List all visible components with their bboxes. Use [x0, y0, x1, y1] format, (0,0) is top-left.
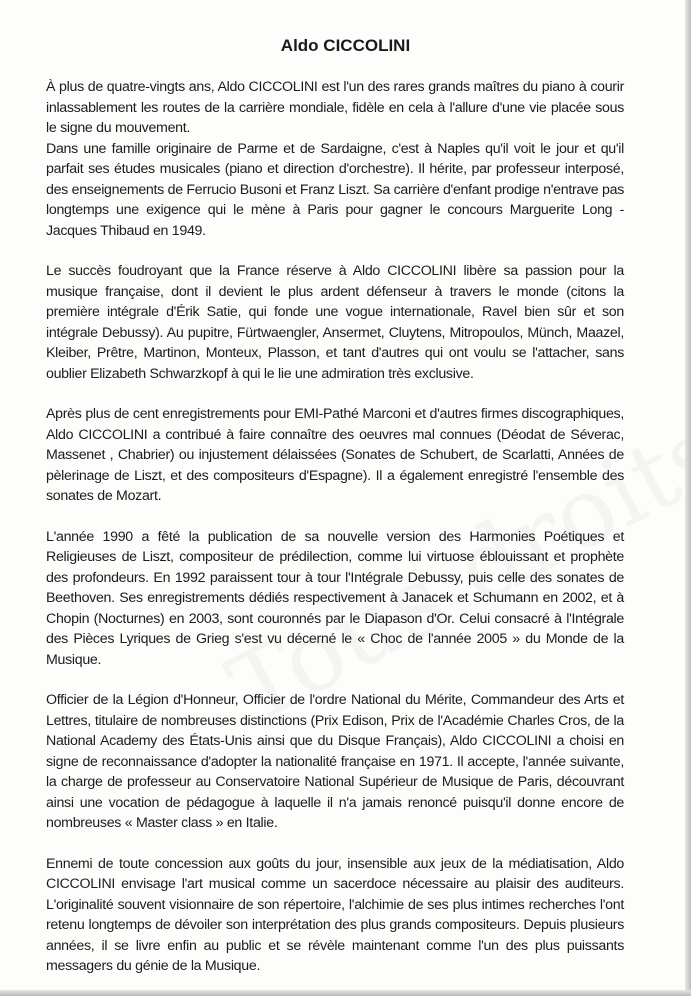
paragraph-recordings: Après plus de cent enregistrements pour EMI-Pathé Marconi et d'autres firmes discographiques, Aldo CICCOLINI a contribué à faire connaître des oeuvres mal connues (Déodat de Séverac, Massenet , Chabrier) ou injustement délaissées (Sonates de Schubert, de Scarlatti, Années de pèlerinage de Liszt, et des compositeurs d'Espagne). Il a également enregistré l'ensemble des sonates de Mozart.	[46, 406, 624, 504]
paragraph-origins: Dans une famille originaire de Parme et de Sardaigne, c'est à Naples qu'il voit le jour et qu'il parfait ses études musicales (piano et direction d'orchestre). Il hérite, par professeur interposé, des enseignements de Ferrucio Busoni et Franz Liszt. Sa carrière d'enfant prodige n'entrave pas longtemps une exigence qui le mène à Paris pour gagner le concours Marguerite Long - Jacques Thibaud en 1949.	[46, 140, 624, 239]
paragraph-liszt-debussy: L'année 1990 a fêté la publication de sa nouvelle version des Harmonies Poétiques et Religieuses de Liszt, compositeur de prédilection, comme lui virtuose éblouissant et prophète des profondeurs. En 1992 paraissent tour à tour l'Intégrale Debussy, puis celle des sonates de Beethoven. Ses enregistrements dédiés respectivement à Janacek et Schumann en 2002, et à Chopin (Nocturnes) en 2003, sont couronnés par le Diapason d'Or. Celui consacré à l'Intégrale des Pièces Lyriques de Grieg s'est vu décerné le « Choc de l'année 2005 » du Monde de la Musique.	[46, 528, 624, 668]
page-edge-right	[685, 0, 691, 996]
paragraph-french-music: Le succès foudroyant que la France réserve à Aldo CICCOLINI libère sa passion pour la musique française, dont il devient le plus ardent défenseur à travers le monde (citons la première intégrale d'Érik Satie, qui fonde une vogue internationale, Ravel bien sûr et son intégrale Debussy). Au pupitre, Fürtwaengler, Ansermet, Cluytens, Mitropoulos, Münch, Maazel, Kleiber, Prêtre, Martinon, Monteux, Plasson, et tant d'autres qui ont voulu se l'attacher, sans oublier Elizabeth Schwarzkopf à qui le lie une admiration très exclusive.	[46, 263, 624, 382]
paragraph-honours: Officier de la Légion d'Honneur, Officier de l'ordre National du Mérite, Commandeur des Arts et Lettres, titulaire de nombreuses distinctions (Prix Edison, Prix de l'Académie Charles Cros, de la National Academy des États-Unis ainsi que du Disque Français), Aldo CICCOLINI a choisi en signe de reconnaissance d'adopter la nationalité française en 1971. Il accepte, l'année suivante, la charge de professeur au Conservatoire National Supérieur de Musique de Paris, découvrant ainsi une vocation de pédagogue à laquelle il n'a jamais renoncé puisqu'il donne encore de nombreuses « Master class » en Italie.	[46, 692, 624, 831]
page-title: Aldo CICCOLINI	[280, 36, 411, 55]
paragraph-conclusion: Ennemi de toute concession aux goûts du jour, insensible aux jeux de la médiatisation, Aldo CICCOLINI envisage l'art musical comme un sacerdoce nécessaire au plaisir des auditeurs. L'originalité souvent visionnaire de son répertoire, l'alchimie de ses plus intimes recherches l'ont retenu longtemps de dévoiler son interprétation des plus grands compositeurs. Depuis plusieurs années, il se livre enfin au public et se révèle maintenant comme l'un des plus puissants messagers du génie de la Musique.	[46, 855, 624, 974]
page-edge-bottom	[0, 990, 691, 996]
paragraph-intro: À plus de quatre-vingts ans, Aldo CICCOLINI est l'un des rares grands maîtres du piano à courir inlassablement les routes de la carrière mondiale, fidèle en cela à l'allure d'une vie placée sous le signe du mouvement.	[46, 79, 624, 136]
document-body	[46, 77, 624, 977]
